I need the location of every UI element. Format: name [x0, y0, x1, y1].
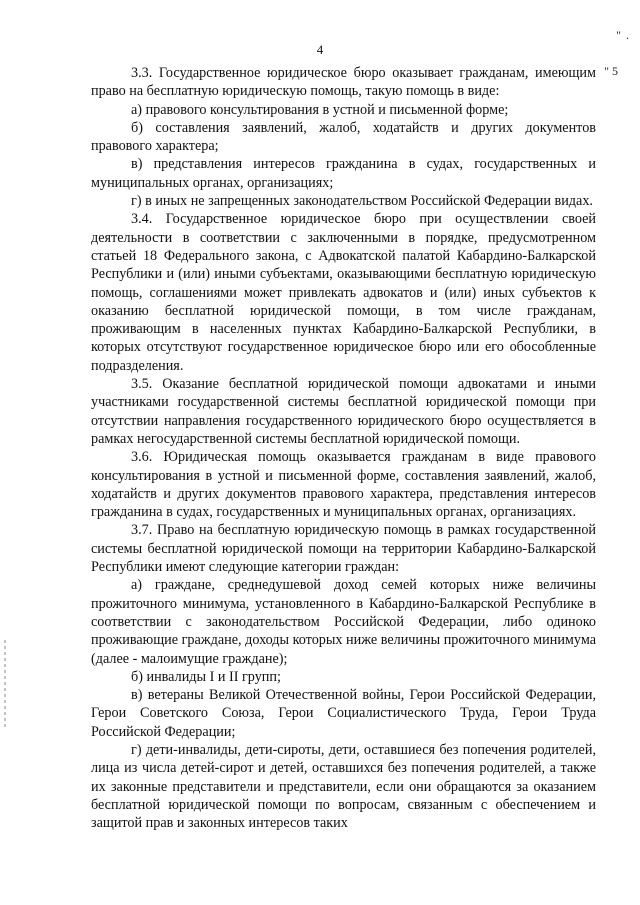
list-item-g: г) в иных не запрещенных законодательством Российской Федерации видах.	[131, 193, 593, 210]
scan-edge-mark	[4, 640, 6, 730]
paragraph-3-6: 3.6. Юридическая помощь оказывается гражданам в виде правового консультирования в устной и письменной форме, составления заявлений, жалоб, ходатайств и других документов правового характера, представления интересов гражданина в судах, государственных и муниципальных органах, организациях.	[91, 449, 596, 521]
paragraph-3-3: 3.3. Государственное юридическое бюро оказывает гражданам, имеющим право на бесплатную юридическую помощь, такую помощь в виде:	[91, 65, 596, 100]
paragraph-3-5: 3.5. Оказание бесплатной юридической помощи адвокатами и иными участниками государственной системы бесплатной юридической помощи при отсутствии направления государственного юридического бюро осуществляется в рамках негосударственной системы бесплатной юридической помощи.	[91, 376, 596, 447]
side-mark: " 5	[604, 64, 618, 78]
list-item-v: в) представления интересов гражданина в судах, государственных и муниципальных органах, организациях;	[91, 156, 596, 191]
document-body	[91, 64, 596, 832]
corner-mark: " .	[616, 28, 630, 42]
category-g: г) дети-инвалиды, дети-сироты, дети, оставшиеся без попечения родителей, лица из числа детей-сирот и детей, оставшихся без попечения родителей, а также их законные представители и представители, если они обращаются за оказанием бесплатной юридической помощи по вопросам, связанным с обеспечением и защитой прав и законных интересов таких	[91, 741, 596, 832]
category-v: в) ветераны Великой Отечественной войны, Герои Российской Федерации, Герои Советского Союза, Герои Социалистического Труда, Герои Труда Российской Федерации;	[91, 687, 596, 740]
list-item-b: б) составления заявлений, жалоб, ходатайств и других документов правового характера;	[91, 119, 596, 155]
category-b: б) инвалиды I и II групп;	[131, 668, 281, 685]
paragraph-3-4: 3.4. Государственное юридическое бюро при осуществлении своей деятельности в соответствии с заключенными в порядке, предусмотренном статьей 18 Федерального закона, с Адвокатской палатой Кабардино-Балкарской Республики и (или) иными субъектами, оказывающими бесплатную юридическую помощь, соглашениями может привлекать адвокатов и (или) иных субъектов к оказанию бесплатной юридической помощи, в том числе гражданам, проживающим в населенных пунктах Кабардино-Балкарской Республики, в которых отсутствуют государственное юридическое бюро или его обособленные подразделения.	[91, 211, 596, 374]
paragraph-3-7: 3.7. Право на бесплатную юридическую помощь в рамках государственной системы бесплатной юридической помощи на территории Кабардино-Балкарской Республики имеют следующие категории граждан:	[91, 522, 596, 576]
list-item-a: а) правового консультирования в устной и письменной форме;	[131, 101, 509, 118]
category-a: а) граждане, среднедушевой доход семей которых ниже величины прожиточного минимума, установленного в Кабардино-Балкарской Республике в соответствии с законодательством Российской Федерации, либо одиноко проживающие граждане, доходы которых ниже величины прожиточного минимума (далее - малоимущие граждане);	[91, 577, 596, 667]
page-number: 4	[316, 42, 324, 57]
